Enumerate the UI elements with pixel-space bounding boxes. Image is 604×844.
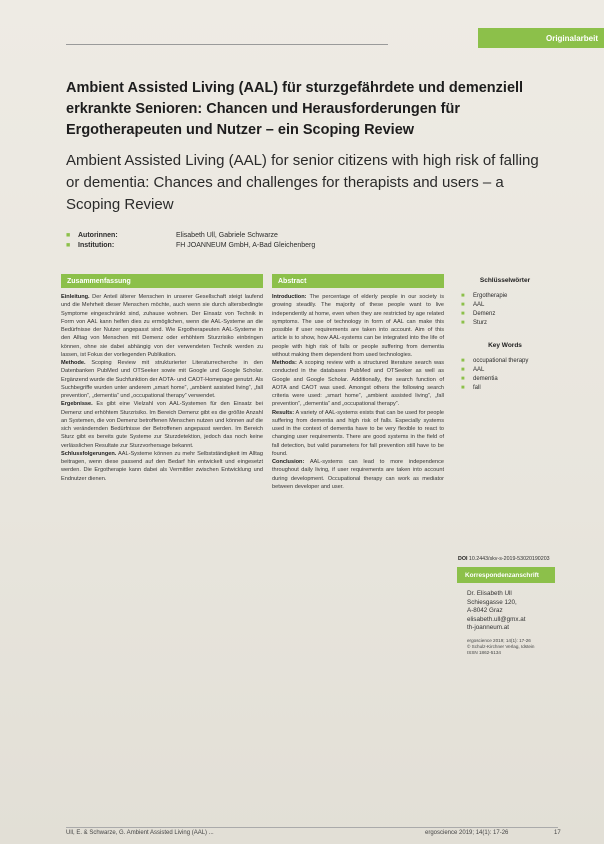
schluesselwoerter-heading: Schlüsselwörter [479,277,531,284]
citation-publisher: © Schulz-Kirchner Verlag, Idstein [467,644,535,650]
bullet-icon: ■ [461,358,465,364]
zusammenfassung-text [61,288,263,483]
list-item: ■ Ergotherapie [461,293,508,299]
results-text: A variety of AAL-systems exists that can be used for people suffering from dementia and high risk of falls. Especially systems used in the context of dementia have to be very flexible to react to changing user requirements. There are good systems in the field of fall detection, but valid parameters for fall prevention still have to be found. [272,409,444,457]
bullet-icon: ■ [66,242,71,249]
bullet-icon: ■ [461,385,465,391]
list-item: ■ dementia [461,376,498,382]
correspondence-heading: Korrespondenzanschrift [457,567,555,583]
keywords-sidebar [455,274,555,393]
conclusion-label: Conclusion: [272,459,305,465]
methods-text: A scoping review with a structured literature search was conducted in the databases PubMed and OTSeeker as well as Google and Google Scholar. Additionally, the search function of AOTA and CAOT was used. Amongst others the following search criteria were used: „smart home“, „ambient assisted living“, „fall prevention“, „dementia“ and „occupational therapy“. [272,360,444,408]
schlussfolgerungen-label: Schlussfolgerungen. [61,450,117,457]
bullet-icon: ■ [461,293,465,299]
methode-text: Scoping Review mit strukturierter Literaturrecherche in den Datenbanken PubMed und OTSeeker sowie mit Google und Google Scholar. Ergänzend wurde die Suchfunktion der AOTA- und CAOT-Homepage genutzt. Als Suchbegriffe wurden unter anderem „smart home“, „ambient assisted living“, „fall prevention“, „dementia“ und „occupational therapy“ verwendet. [61,360,263,399]
zusammenfassung-heading: Zusammenfassung [61,274,263,288]
footer-citation: Ull, E. & Schwarze, G. Ambient Assisted Living (AAL) ... [66,830,214,836]
bullet-icon: ■ [461,311,465,317]
bullet-icon: ■ [461,367,465,373]
methode-label: Methode. [61,360,86,366]
correspondence-email[interactable]: elisabeth.ull@gmx.at [467,615,526,623]
bullet-icon: ■ [66,232,71,239]
keywords-list [461,357,555,393]
author-meta [66,231,486,251]
list-item: ■ Demenz [461,311,496,317]
section-tab: Originalarbeit [478,28,604,48]
correspondence-name: Dr. Elisabeth Ull [467,590,512,597]
einleitung-label: Einleitung. [61,294,90,300]
citation-journal: ergoscience 2019; 14(1): 17-26 [467,637,531,643]
list-item: ■ Sturz [461,320,488,326]
correspondence-email-domain: th-joanneum.at [467,624,510,632]
authors-value: Elisabeth Ull, Gabriele Schwarze [176,232,278,239]
correspondence-street: Schiesgasse 120, [467,598,517,606]
introduction-text: The percentage of elderly people in our society is growing steadily. The majority of these people want to live independently at home, even when they are restricted by age related symptoms. The use of technology in form of AAL can make this possible if user requirements are taken into account. Aim of this article is to show, how AAL-systems can be integrated into the life of people with high risk of falls or people suffering from dementia without making them dependent from used technologies. [272,294,444,358]
list-item: ■ AAL [461,302,485,308]
bullet-icon: ■ [461,376,465,382]
bullet-icon: ■ [461,302,465,308]
conclusion-text: AAL-systems can lead to more independence throughout daily living, if user requirements are taken into account during development. Occupational therapy can work as mediator between developer and user. [272,459,444,490]
footer-journal: ergoscience 2019; 14(1): 17-26 [425,830,509,836]
authors-label: Autorinnen: [78,232,118,239]
article-title-german: Ambient Assisted Living (AAL) für sturzgefährdete und demenziell erkrankte Senioren: Chancen und Herausforderungen für Ergotherapeuten und Nutzer – ein Scoping Review [66,80,524,138]
list-item: ■ AAL [461,367,485,373]
doi-block [458,556,554,564]
ergebnisse-text: Es gibt eine Vielzahl von AAL-Systemen für den Einsatz bei Demenz und erhöhtem Sturzrisiko. Im Bereich Demenz gibt es die größte Anzahl an Systemen, die von Demenz betroffenen Menschen nutzen und können auf die sich verändernden Bedürfnisse der Betroffenen angepasst werden. Im Bereich Sturz gibt es bereits gute Systeme zur Sturzdetektion, jedoch das noch keine verlässlichen Resultate zur Sturzvorhersage bekannt. [61,401,263,449]
abstract-text [272,288,444,491]
methods-label: Methods: [272,360,297,366]
abstract-heading: Abstract [272,274,444,288]
doi-value: 10.2443/skv-s-2019-53020190203 [467,556,550,562]
doi-label: DOI [458,556,468,562]
institution-row [66,241,486,251]
zusammenfassung-column [61,274,263,483]
einleitung-text: Der Anteil älterer Menschen in unserer Gesellschaft steigt laufend und die Mehrheit dieser Menschen möchte, auch wenn sie durch altersbedingte Symptome eingeschränkt sind, zuhause wohnen. Der Einsatz von Technik in Form von AAL kann helfen dies zu ermöglichen, wenn die AAL-Systeme an die Bedürfnisse der Nutzer angepasst sind. Wie Ergotherapeuten AAL-Systeme in den Alltag von Menschen mit Demenz oder erhöhtem Sturzrisiko einbringen können, ohne sie dabei abhängig von der verwendeten Technik werden zu lassen, ist Fokus der vorliegenden Publikation. [61,294,263,358]
correspondence-city: A-8042 Graz [467,607,503,615]
citation-issn: ISSN 1862-5134 [467,650,501,656]
institution-label: Institution: [78,242,115,249]
list-item: ■ fall [461,385,481,391]
institution-value: FH JOANNEUM GmbH, A-Bad Gleichenberg [176,242,316,249]
page-number: 17 [554,830,561,836]
correspondence-address [457,583,555,633]
article-title-english: Ambient Assisted Living (AAL) for senior citizens with high risk of falling or dementia: Chances and challenges for therapists and users – a Scoping Review [66,152,539,213]
schluesselwoerter-list [461,292,555,328]
introduction-label: Introduction: [272,294,307,300]
citation-info [457,633,555,657]
header-rule [66,44,388,45]
ergebnisse-label: Ergebnisse. [61,401,93,408]
authors-row [66,231,486,241]
correspondence-box [457,567,555,657]
list-item: ■ occupational therapy [461,358,529,364]
results-label: Results: [272,409,295,416]
abstract-column [272,274,444,491]
keywords-heading: Key Words [488,342,522,349]
bullet-icon: ■ [461,320,465,326]
schlussfolgerungen-text: AAL-Systeme können zu mehr Selbstständigkeit im Alltag beitragen, wenn diese passend auf den Bedarf hin entwickelt und eingesetzt werden. Die Ergotherapie kann dabei als Vermittler zwischen Entwicklung und Endnutzer dienen. [61,450,263,482]
footer-rule [66,827,558,828]
